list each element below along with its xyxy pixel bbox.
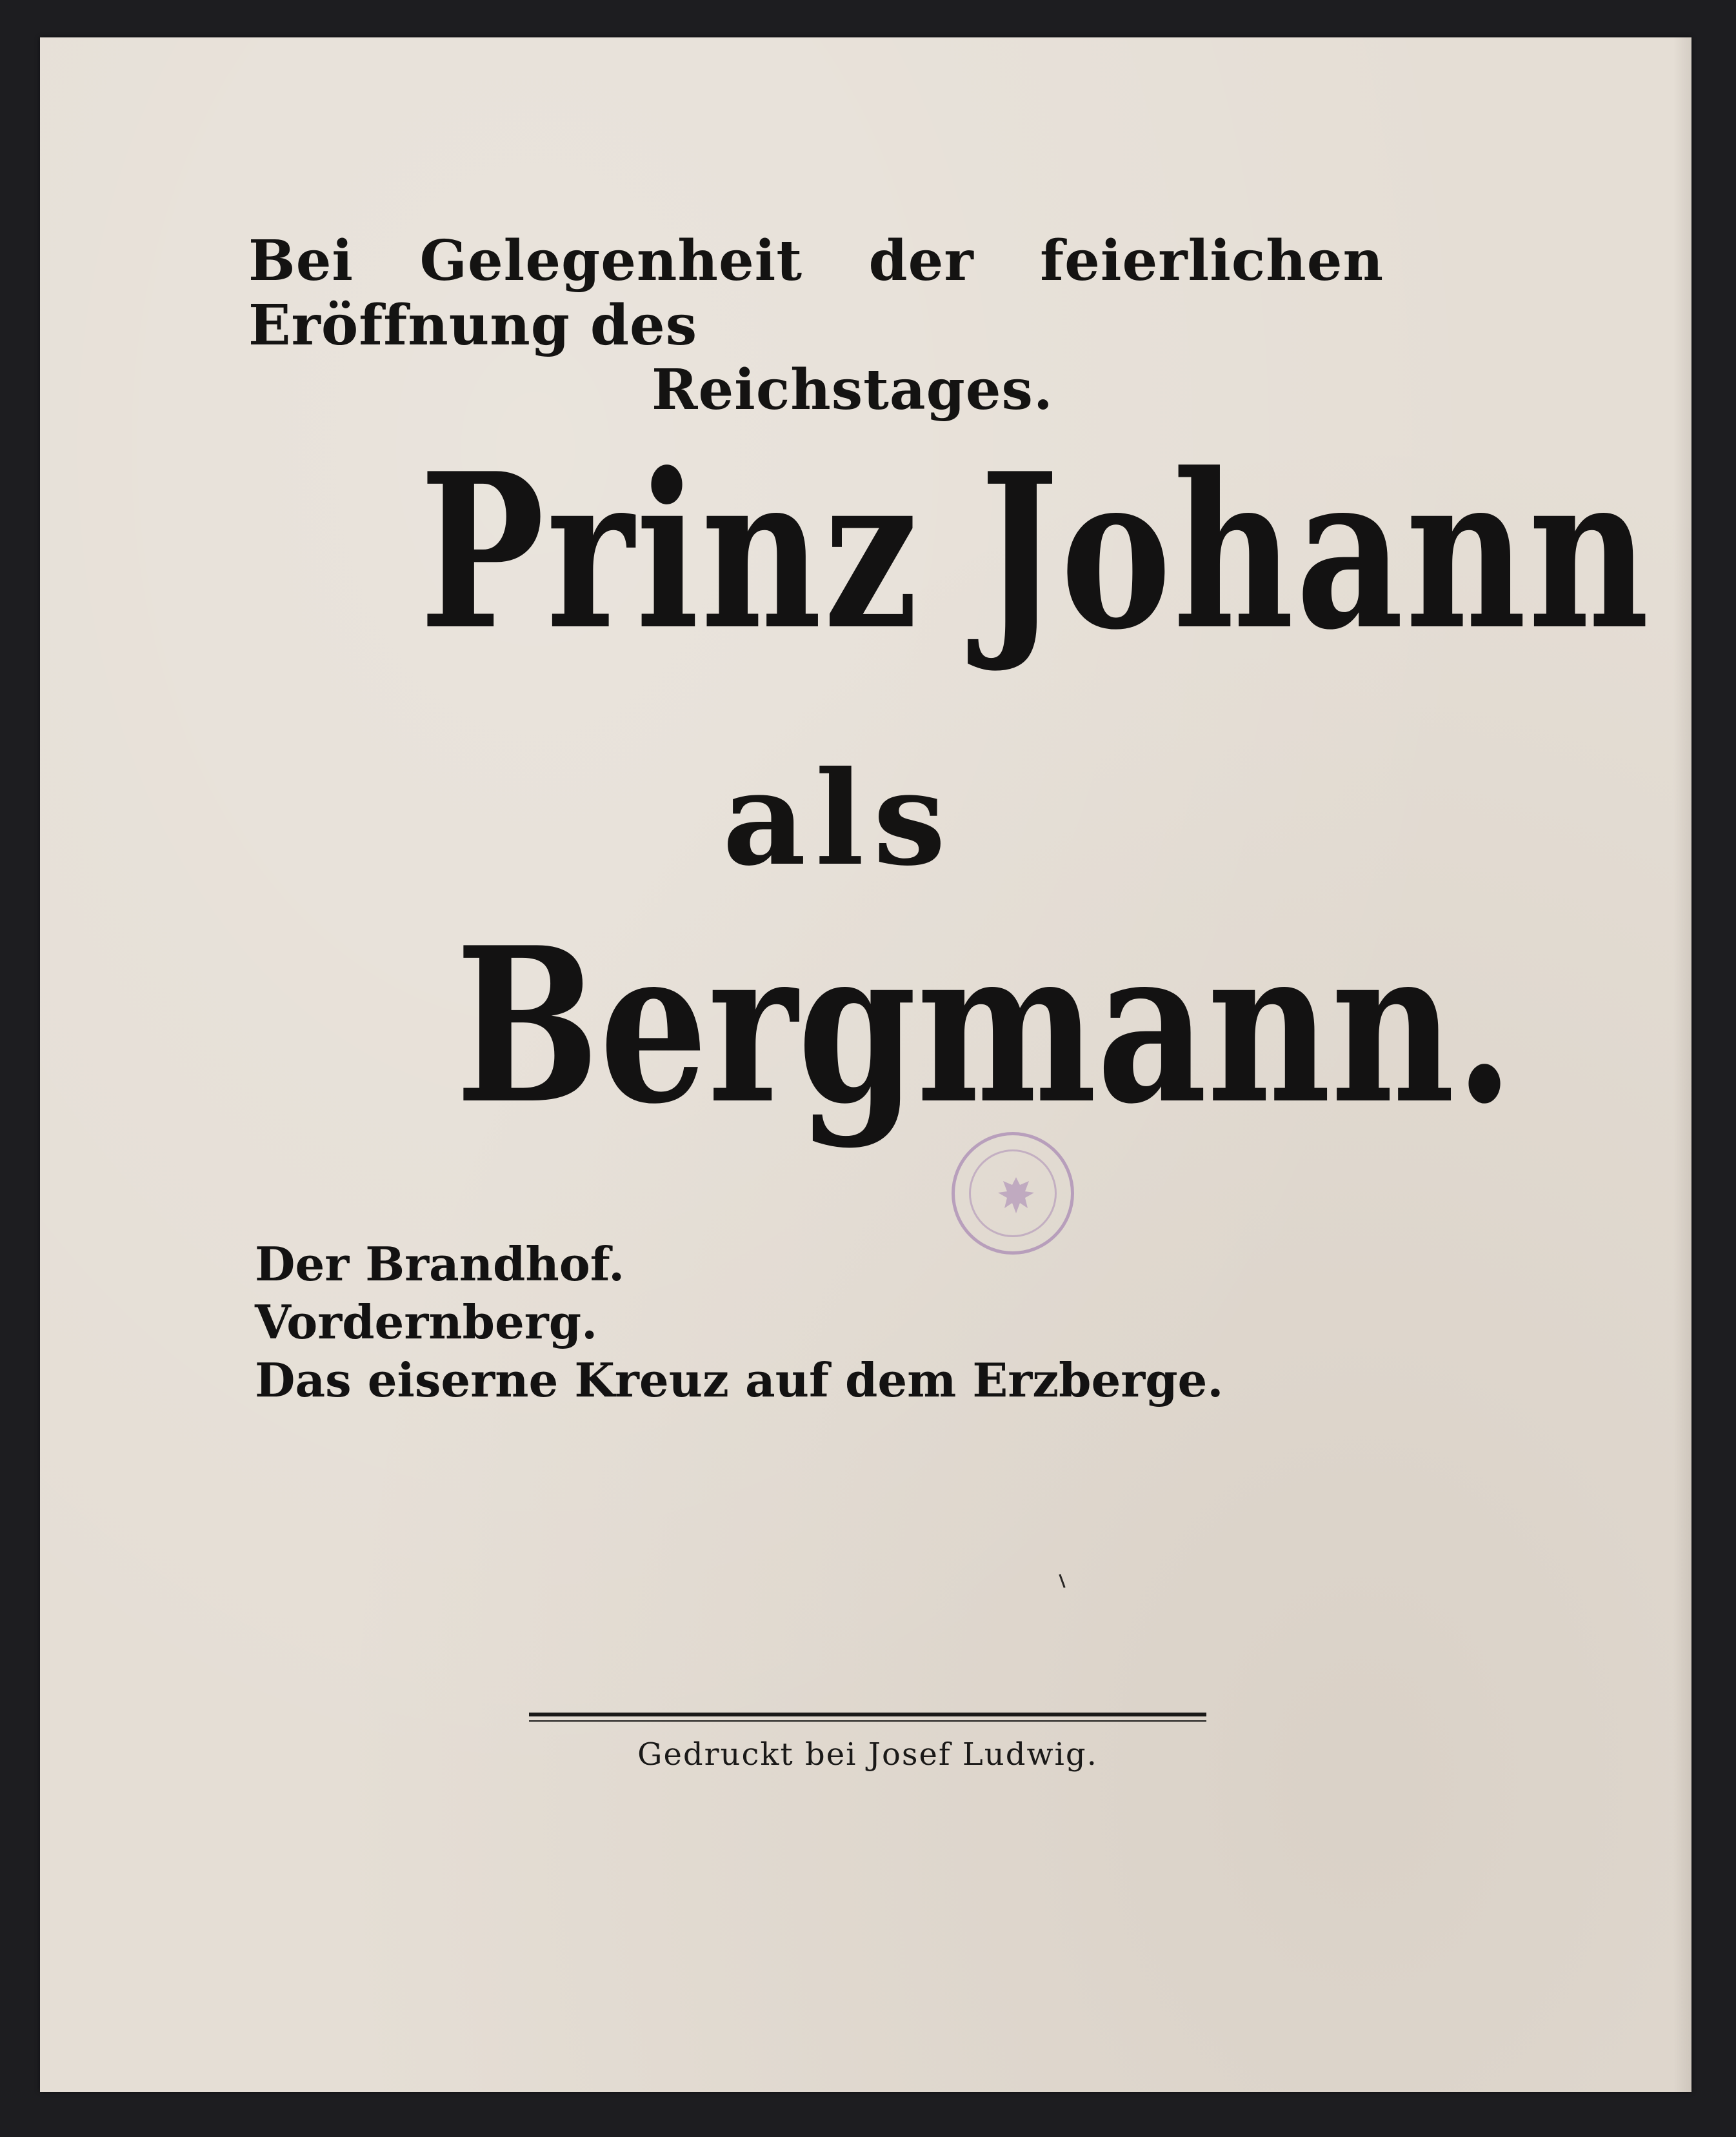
- subtitle-brandhof: Der Brandhof.: [255, 1237, 625, 1291]
- subtitle-erzberg: Das eiserne Kreuz auf dem Erzberge.: [255, 1353, 1224, 1407]
- subtitle-vordernberg: Vordernberg.: [255, 1295, 598, 1349]
- sheet-edge-shadow: [1673, 37, 1691, 2092]
- title-name: Prinz Johann: [419, 426, 1651, 677]
- heading-line-2: Reichstages.: [652, 357, 1053, 422]
- title-connector: als: [722, 743, 955, 895]
- heading-line-1: Bei Gelegenheit der feierlichen Eröffnung des: [248, 228, 1384, 358]
- subtitle-list: [255, 1235, 1352, 1409]
- eagle-icon: [990, 1171, 1042, 1222]
- heading: [248, 229, 1384, 422]
- title-role: Bergmann.: [455, 900, 1514, 1151]
- printer-imprint: Gedruckt bei Josef Ludwig.: [637, 1736, 1098, 1773]
- divider-rule-thick: [529, 1713, 1206, 1716]
- divider-rule-thin: [529, 1720, 1206, 1722]
